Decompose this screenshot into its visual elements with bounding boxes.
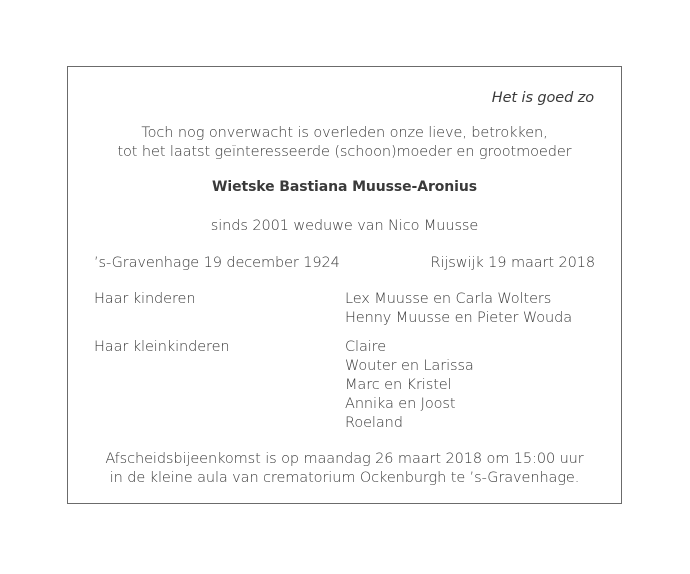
list-item: Annika en Joost xyxy=(345,396,456,412)
closing-line-2: in de kleine aula van crematorium Ockenburgh te ’s-Gravenhage. xyxy=(109,470,580,486)
list-item: Roeland xyxy=(345,415,403,431)
obituary-card xyxy=(67,66,622,504)
children-label: Haar kinderen xyxy=(94,291,196,307)
birth-place-date: ’s-Gravenhage 19 december 1924 xyxy=(94,255,340,271)
grandchildren-list xyxy=(345,338,474,433)
motto: Het is goed zo xyxy=(491,90,594,106)
intro-line-2: tot het laatst geïnteresseerde (schoon)moeder en grootmoeder xyxy=(117,144,572,160)
widow-line: sinds 2001 weduwe van Nico Muusse xyxy=(210,218,479,234)
closing-text xyxy=(68,450,621,488)
list-item: Wouter en Larissa xyxy=(345,358,474,374)
intro-line-1: Toch nog onverwacht is overleden onze lieve, betrokken, xyxy=(141,125,548,141)
intro-text xyxy=(68,124,621,162)
grandchildren-label: Haar kleinkinderen xyxy=(94,339,230,355)
death-place-date: Rijswijk 19 maart 2018 xyxy=(430,255,595,271)
list-item: Lex Muusse en Carla Wolters xyxy=(345,291,552,307)
children-list xyxy=(345,290,572,328)
closing-line-1: Afscheidsbijeenkomst is op maandag 26 maart 2018 om 15:00 uur xyxy=(105,451,584,467)
list-item: Henny Muusse en Pieter Wouda xyxy=(345,310,573,326)
list-item: Claire xyxy=(345,339,387,355)
deceased-name: Wietske Bastiana Muusse-Aronius xyxy=(212,179,477,195)
list-item: Marc en Kristel xyxy=(345,377,452,393)
